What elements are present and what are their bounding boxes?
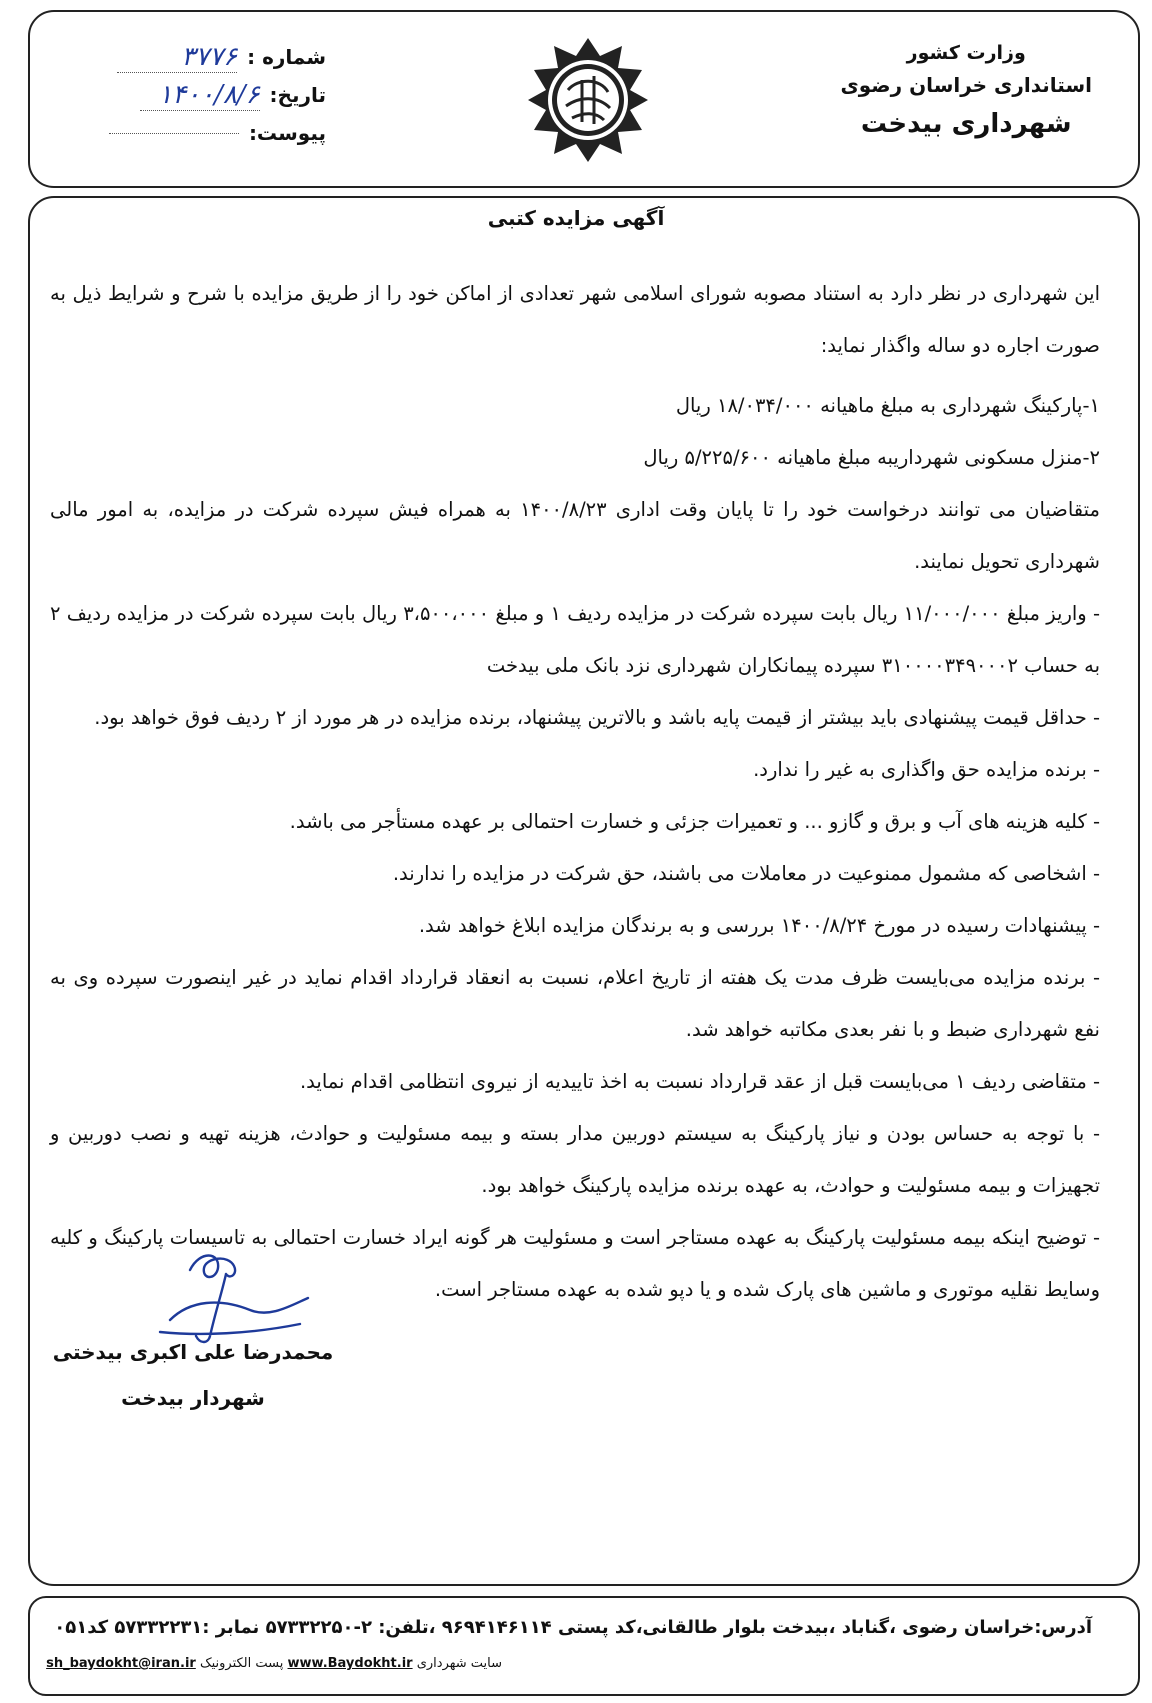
number-row <box>96 38 326 76</box>
org-governorate: استانداری خراسان رضوی <box>840 73 1092 97</box>
condition-item: - برنده مزایده می‌بایست ظرف مدت یک هفته از تاریخ اعلام، نسبت به انعقاد قرارداد اقدام نماید در غیر اینصورت سپرده وی به نفع شهرداری ضبط و با نفر بعدی مکاتبه خواهد شد. <box>50 966 1100 1041</box>
notice-title: آگهی مزایده کتبی <box>487 206 665 230</box>
applicants-paragraph: متقاضیان می توانند درخواست خود را تا پایان وقت اداری ۱۴۰۰/۸/۲۳ به همراه فیش سپرده شرکت در مزایده، به امور مالی شهرداری تحویل نمایند. <box>50 498 1100 573</box>
attachment-label: پیوست: <box>248 121 326 145</box>
date-label: تاریخ: <box>269 83 326 107</box>
number-label: شماره : <box>247 45 326 69</box>
number-value: ۳۷۷۶ <box>117 42 237 73</box>
footer-website-label: سایت شهرداری <box>416 1656 502 1671</box>
condition-item: - حداقل قیمت پیشنهادی باید بیشتر از قیمت پایه باشد و بالاترین پیشنهاد، برنده مزایده در هر مورد از ۲ ردیف فوق خواهد بود. <box>94 706 1100 729</box>
condition-item: - برنده مزایده حق واگذاری به غیر را ندارد. <box>753 758 1100 781</box>
organization-block <box>840 38 1092 146</box>
condition-item: - واریز مبلغ ۱۱/۰۰۰/۰۰۰ ریال بابت سپرده شرکت در مزایده ردیف ۱ و مبلغ ۳،۵۰۰،۰۰۰ ریال بابت سپرده شرکت در مزایده ردیف ۲ به حساب ۳۱۰۰۰۰۳۴۹۰۰۰۲ سپرده پیمانکاران شهرداری نزد بانک ملی بیدخت <box>50 602 1100 677</box>
signatory-name: محمدرضا علی اکبری بیدختی <box>52 1340 334 1364</box>
letter-meta <box>96 38 326 152</box>
list-item: ۱-پارکینگ شهرداری به مبلغ ماهیانه ۱۸/۰۳۴/۰۰۰ ریال <box>675 394 1100 417</box>
footer-website-link[interactable]: www.Baydokht.ir <box>287 1656 413 1671</box>
condition-item: - پیشنهادات رسیده در مورخ ۱۴۰۰/۸/۲۴ بررسی و به برندگان مزایده ابلاغ خواهد شد. <box>418 914 1100 937</box>
condition-item: - کلیه هزینه های آب و برق و گازو ... و تعمیرات جزئی و خسارت احتمالی بر عهده مستأجر می باشد. <box>289 810 1100 833</box>
footer-email-label: پست الکترونیک <box>199 1656 284 1671</box>
signatory-title: شهردار بیدخت <box>121 1386 265 1410</box>
footer-email-link[interactable]: sh_baydokht@iran.ir <box>46 1656 196 1671</box>
org-ministry: وزارت کشور <box>906 42 1026 64</box>
signatory-block <box>48 1330 338 1422</box>
intro-paragraph: این شهرداری در نظر دارد به استناد مصوبه شورای اسلامی شهر تعدادی از اماکن خود را از طریق مزایده با شرح و شرایط ذیل به صورت اجاره دو ساله واگذار نماید: <box>50 282 1100 357</box>
footer-address: آدرس:خراسان رضوی ،گناباد ،بیدخت بلوار طالقانی،کد پستی ۹۶۹۴۱۴۶۱۱۴ ،تلفن: ۲-۵۷۳۳۲۲۵۰ نمابر :۵۷۳۳۲۲۳۱ کد۰۵۱ <box>54 1617 1092 1638</box>
municipality-emblem-icon <box>528 28 648 168</box>
list-item: ۲-منزل مسکونی شهرداریبه مبلغ ماهیانه ۵/۲۲۵/۶۰۰ ریال <box>643 446 1100 469</box>
items-list <box>50 380 1100 484</box>
condition-item: - با توجه به حساس بودن و نیاز پارکینگ به سیستم دوربین مدار بسته و بیمه مسئولیت و حوادث، هزینه تهیه و نصب دوربین و تجهیزات و بیمه مسئولیت و حوادث، به عهده برنده مزایده پارکینگ خواهد بود. <box>50 1122 1100 1197</box>
attachment-row <box>96 114 326 152</box>
date-row <box>96 76 326 114</box>
org-municipality: شهرداری بیدخت <box>860 109 1072 139</box>
condition-item: - توضیح اینکه بیمه مسئولیت پارکینگ به عهده مستاجر است و مسئولیت هر گونه ایراد خسارت احتمالی به تاسیسات پارکینگ و کلیه وسایط نقلیه موتوری و ماشین های پارک شده و یا دپو شده به عهده مستاجر است. <box>50 1226 1100 1301</box>
date-value: ۱۴۰۰/۸/۶ <box>140 80 260 111</box>
footer-contact <box>46 1656 502 1671</box>
condition-item: - متقاضی ردیف ۱ می‌بایست قبل از عقد قرارداد نسبت به اخذ تاییدیه از نیروی انتظامی اقدام نماید. <box>299 1070 1100 1093</box>
attachment-value <box>109 133 239 134</box>
condition-item: - اشخاصی که مشمول ممنوعیت در معاملات می باشند، حق شرکت در مزایده را ندارند. <box>392 862 1100 885</box>
notice-content <box>50 268 1100 1316</box>
